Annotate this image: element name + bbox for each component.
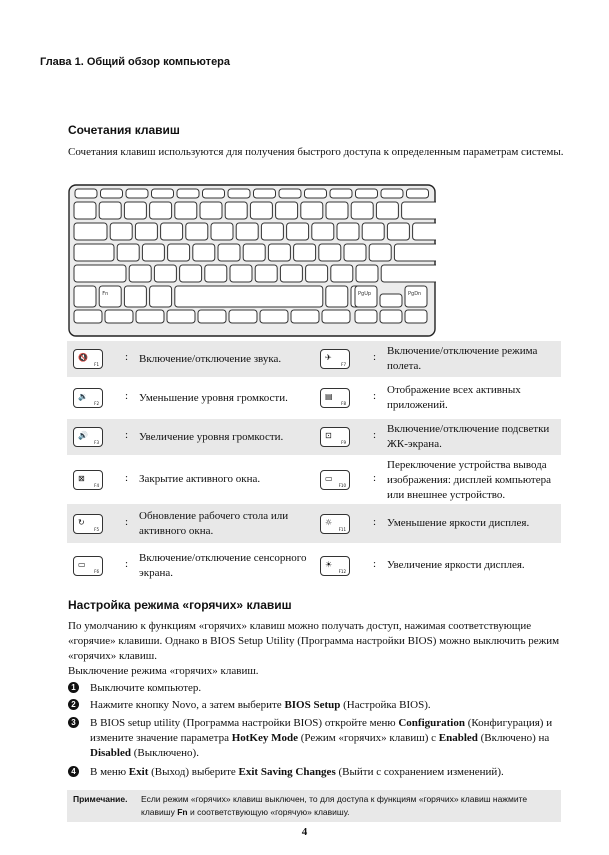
colon-separator: : <box>373 429 377 441</box>
hotkey-mode-term: HotKey Mode <box>231 732 298 744</box>
keyboard-key <box>193 244 215 261</box>
keyboard-key <box>394 244 436 261</box>
function-key-f12 <box>320 556 350 576</box>
keyboard-key <box>381 265 436 282</box>
keyboard-fn-row-key <box>101 189 123 198</box>
fn-label: F9 <box>341 440 346 445</box>
function-key-f2 <box>73 388 103 408</box>
keyboard-key <box>280 265 302 282</box>
fn-label: F11 <box>338 527 346 532</box>
keyboard-key <box>337 223 359 240</box>
colon-separator: : <box>125 390 129 402</box>
keyboard-key <box>161 223 183 240</box>
keyboard-key <box>402 202 436 219</box>
keyboard-key <box>186 223 208 240</box>
keyboard-key <box>150 202 172 219</box>
function-key-f3 <box>73 427 103 447</box>
function-key-f1 <box>73 349 103 369</box>
shortcut-row <box>67 458 561 501</box>
keyboard-key <box>168 244 190 261</box>
shortcut-row <box>67 504 561 543</box>
key-label: PgDn <box>408 291 422 297</box>
keyboard-key <box>218 244 240 261</box>
step-text: (Режим «горячих» клавиш) с <box>298 732 439 744</box>
exit-term: Exit <box>128 766 149 778</box>
colon-separator: : <box>373 516 377 528</box>
keyboard-fn-row-key <box>381 189 403 198</box>
keyboard-key <box>74 202 96 219</box>
keyboard-key <box>306 265 328 282</box>
section-title-shortcuts: Сочетания клавиш <box>68 123 180 137</box>
colon-separator: : <box>373 390 377 402</box>
keyboard-key <box>99 202 121 219</box>
keyboard-key <box>200 202 222 219</box>
keyboard-key <box>175 202 197 219</box>
keyboard-fn-row-key <box>152 189 174 198</box>
arrow-up-key <box>380 294 402 307</box>
arrow-right-key <box>405 310 427 323</box>
keyboard-key <box>110 223 132 240</box>
shortcut-row <box>67 419 561 455</box>
shortcut-description: Включение/отключение сенсорного экрана. <box>139 552 307 579</box>
note-text: Если режим «горячих» клавиш выключен, то для доступа к функциям «горячих» клавиш нажмите клавишу Fn и соответствующую «горячую» клавишу. <box>141 794 528 817</box>
keyboard-key <box>319 244 341 261</box>
disabled-term: Disabled <box>90 747 131 759</box>
shortcut-row <box>67 380 561 416</box>
keyboard-key <box>180 265 202 282</box>
keyboard-key <box>74 286 96 307</box>
bios-setup-term: BIOS Setup <box>284 699 341 711</box>
colon-separator: : <box>373 558 377 570</box>
colon-separator: : <box>125 472 129 484</box>
keyboard-key <box>124 202 146 219</box>
keyboard-key <box>150 286 172 307</box>
step-text: (Выход) выберите <box>148 766 239 778</box>
keyboard-key <box>376 202 398 219</box>
keyboard-key <box>124 286 146 307</box>
hotkey-paragraph <box>68 619 568 679</box>
keyboard-key <box>387 223 409 240</box>
keyboard-fn-row-key <box>305 189 327 198</box>
hotkey-intro: По умолчанию к функциям «горячих» клавиш можно получать доступ, нажимая соответствующие «горячие» клавиши. Однако в BIOS Setup Utility (Программа настройки BIOS) можно выключить режим «горячих» клавиш. <box>68 620 560 662</box>
fn-label: F8 <box>341 401 346 406</box>
keyboard-key <box>351 202 373 219</box>
keyboard-key <box>243 244 265 261</box>
keyboard-key <box>356 265 378 282</box>
fn-label: F10 <box>338 483 346 488</box>
keyboard-key <box>211 223 233 240</box>
keyboard-key <box>362 223 384 240</box>
step-text: Нажмите кнопку Novo, а затем выберите <box>90 699 285 711</box>
colon-separator: : <box>125 351 129 363</box>
keyboard-fn-row-key <box>407 189 429 198</box>
keyboard-key <box>250 202 272 219</box>
fn-label: F7 <box>341 362 346 367</box>
shortcut-description: Уменьшение уровня громкости. <box>139 392 288 404</box>
keyboard-key <box>287 223 309 240</box>
shortcut-description: Обновление рабочего стола или активного окна. <box>139 510 289 537</box>
step-text: (Включено) на <box>477 732 550 744</box>
fn-label: F4 <box>94 483 99 488</box>
colon-separator: : <box>125 429 129 441</box>
function-key-f5 <box>73 514 103 534</box>
keyboard-key <box>198 310 226 323</box>
keyboard-key <box>167 310 195 323</box>
apps-icon: ▤ <box>325 392 333 401</box>
refresh-icon: ↻ <box>78 518 85 527</box>
keyboard-fn-row-key <box>330 189 352 198</box>
keyboard-key <box>142 244 164 261</box>
step-text: В BIOS setup utility (Программа настройки BIOS) откройте меню <box>90 717 399 729</box>
page-number: 4 <box>301 826 308 838</box>
colon-separator: : <box>373 351 377 363</box>
colon-separator: : <box>373 472 377 484</box>
keyboard-key <box>276 202 298 219</box>
step-text: (Настройка BIOS). <box>340 699 431 711</box>
keyboard-key <box>260 310 288 323</box>
keyboard-key <box>229 310 257 323</box>
step-number: 2 <box>68 699 79 710</box>
note-label: Примечание. <box>73 794 128 804</box>
function-key-f6 <box>73 556 103 576</box>
shortcut-description: Включение/отключение подсветки ЖК-экрана. <box>387 423 550 450</box>
shortcut-row <box>67 341 561 377</box>
function-key-f10 <box>320 470 350 490</box>
keyboard-key <box>74 310 102 323</box>
display-switch-icon: ▭ <box>325 474 333 483</box>
fn-label: F6 <box>94 569 99 574</box>
step-text: (Выйти с сохранением изменений). <box>335 766 504 778</box>
step-text: (Конфигурация) и измените значение параметра <box>90 717 553 744</box>
keyboard-key <box>301 202 323 219</box>
note-box <box>67 790 561 822</box>
keyboard-key <box>117 244 139 261</box>
shortcut-row <box>67 546 561 585</box>
keyboard-key <box>74 265 126 282</box>
step-text: Выключите компьютер. <box>90 682 202 694</box>
backlight-icon: ⊡ <box>325 431 332 440</box>
arrow-down-key <box>380 310 402 323</box>
keyboard-key <box>413 223 436 240</box>
function-key-f4 <box>73 470 103 490</box>
function-key-f11 <box>320 514 350 534</box>
space-bar <box>175 286 323 307</box>
keyboard-fn-row-key <box>279 189 301 198</box>
fn-key-term: Fn <box>177 807 188 817</box>
keyboard-key <box>312 223 334 240</box>
keyboard-key <box>322 310 350 323</box>
keyboard-diagram <box>68 184 436 337</box>
fn-label: F2 <box>94 401 99 406</box>
arrow-left-key <box>355 310 377 323</box>
keyboard-key <box>326 286 348 307</box>
shortcut-description: Увеличение яркости дисплея. <box>387 559 525 571</box>
keyboard-key <box>326 202 348 219</box>
keyboard-key <box>369 244 391 261</box>
function-key-f7 <box>320 349 350 369</box>
colon-separator: : <box>125 558 129 570</box>
configuration-term: Configuration <box>398 717 465 729</box>
keyboard-fn-row-key <box>126 189 148 198</box>
shortcut-description: Увеличение уровня громкости. <box>139 431 284 443</box>
keyboard-key <box>236 223 258 240</box>
shortcut-description: Закрытие активного окна. <box>139 473 261 485</box>
keyboard-key <box>74 223 107 240</box>
fn-label: F12 <box>338 569 346 574</box>
keyboard-key <box>255 265 277 282</box>
keyboard-key <box>74 244 114 261</box>
brightness-up-icon: ☀ <box>325 560 333 569</box>
keyboard-key <box>344 244 366 261</box>
step-text: В меню <box>90 766 129 778</box>
shortcut-description: Отображение всех активных приложений. <box>387 384 521 411</box>
fn-label: F5 <box>94 527 99 532</box>
step-number: 3 <box>68 717 79 728</box>
key-label: PgUp <box>358 291 372 297</box>
keyboard-key <box>230 265 252 282</box>
keyboard-key <box>294 244 316 261</box>
shortcut-description: Включение/отключение режима полета. <box>387 345 538 372</box>
keyboard-key <box>205 265 227 282</box>
intro-paragraph: Сочетания клавиш используются для получения быстрого доступа к определенным параметрам системы. <box>68 146 564 158</box>
volume-down-icon: 🔉 <box>78 392 88 401</box>
keyboard-fn-row-key <box>356 189 378 198</box>
keyboard-fn-row-key <box>203 189 225 198</box>
step-text: (Выключено). <box>130 747 199 759</box>
keyboard-key <box>136 310 164 323</box>
keyboard-key <box>261 223 283 240</box>
section-title-hotkey-mode: Настройка режима «горячих» клавиш <box>68 598 292 612</box>
function-key-f8 <box>320 388 350 408</box>
close-window-icon: ⊠ <box>78 474 85 483</box>
fn-label: F3 <box>94 440 99 445</box>
function-key-f9 <box>320 427 350 447</box>
keyboard-key <box>105 310 133 323</box>
key-label: Fn <box>102 291 109 297</box>
shortcut-description: Включение/отключение звука. <box>139 353 282 365</box>
speaker-mute-icon: 🔇 <box>78 353 88 362</box>
keyboard-key <box>135 223 157 240</box>
brightness-down-icon: ☼ <box>325 518 333 527</box>
keyboard-key <box>268 244 290 261</box>
keyboard-fn-row-key <box>228 189 250 198</box>
keyboard-key <box>331 265 353 282</box>
keyboard-fn-row-key <box>254 189 276 198</box>
hotkey-disable-lead: Выключение режима «горячих» клавиш. <box>68 665 259 677</box>
step-number: 4 <box>68 766 79 777</box>
keyboard-key <box>154 265 176 282</box>
volume-up-icon: 🔊 <box>78 431 88 440</box>
step-number: 1 <box>68 682 79 693</box>
enabled-term: Enabled <box>438 732 478 744</box>
fn-label: F1 <box>94 362 99 367</box>
chapter-title: Глава 1. Общий обзор компьютера <box>40 56 231 68</box>
keyboard-fn-row-key <box>177 189 199 198</box>
keyboard-key <box>291 310 319 323</box>
shortcut-description: Уменьшение яркости дисплея. <box>387 517 530 529</box>
touchpad-icon: ▭ <box>78 560 86 569</box>
shortcut-description: Переключение устройства вывода изображения: дисплей компьютера или внешнее устройство. <box>387 459 551 501</box>
keyboard-key <box>129 265 151 282</box>
keyboard-fn-row-key <box>75 189 97 198</box>
keyboard-key <box>225 202 247 219</box>
colon-separator: : <box>125 516 129 528</box>
exit-saving-changes-term: Exit Saving Changes <box>238 766 336 778</box>
airplane-icon: ✈ <box>325 353 332 362</box>
